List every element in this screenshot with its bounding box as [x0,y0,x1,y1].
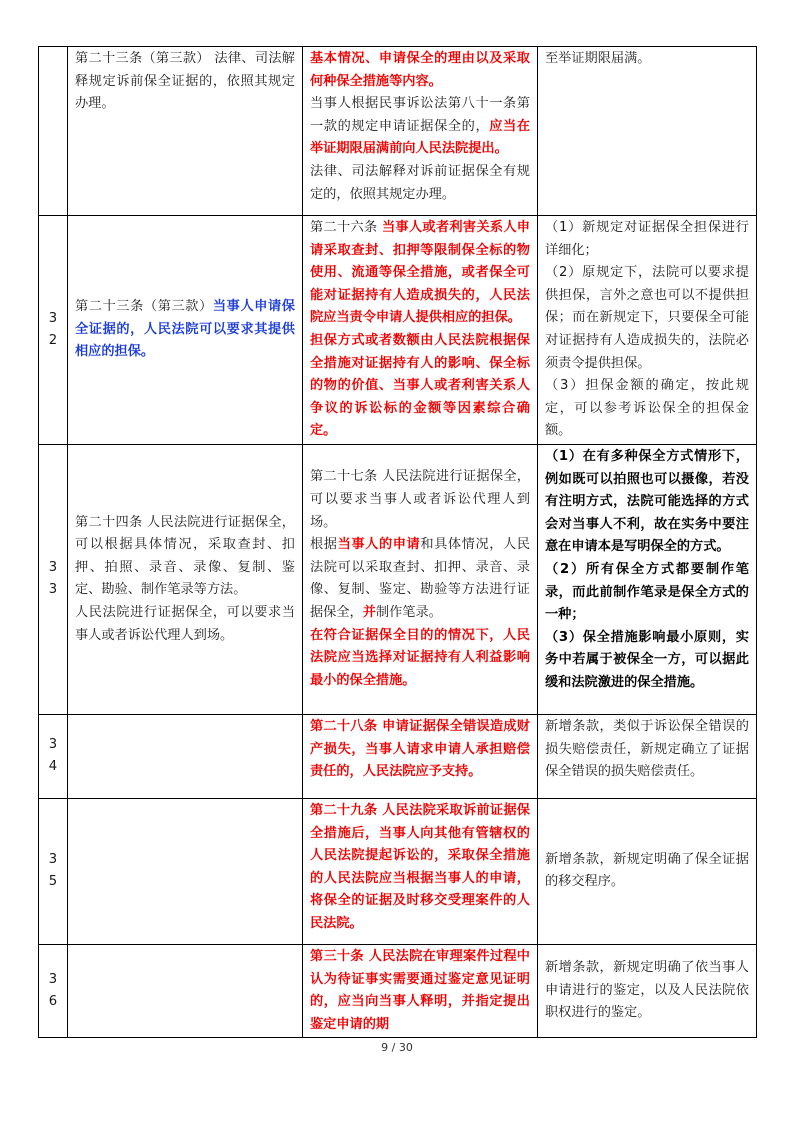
commentary: （1）新规定对证据保全担保进行详细化； （2）原规定下，法院可以要求提供担保，言外之意也可以不提供担保；而在新规定下，只要保全可能对证据持有人造成损失的，法院必须责令提供担保。 （3）担保金额的确定，按此规定，可以参考诉讼保全的担保金额。 [538,216,757,445]
table-row [39,944,757,1037]
commentary: 新增条款，新规定明确了依当事人申请进行的鉴定，以及人民法院依职权进行的鉴定。 [538,944,757,1037]
old-provision [68,798,303,944]
row-number: 33 [39,444,68,714]
row-number: 35 [39,798,68,944]
new-provision: 第二十八条 申请证据保全错误造成财产损失，当事人请求申请人承担赔偿责任的，人民法院应予支持。 [303,714,538,798]
old-provision [68,944,303,1037]
table-row [39,714,757,798]
new-provision: 第二十九条 人民法院采取诉前证据保全措施后，当事人向其他有管辖权的人民法院提起诉讼的，采取保全措施的人民法院应当根据当事人的申请，将保全的证据及时移交受理案件的人民法院。 [303,798,538,944]
row-number [39,47,68,216]
old-provision: 第二十三条（第三款） 法律、司法解释规定诉前保全证据的，依照其规定办理。 [68,47,303,216]
new-provision: 第二十六条 当事人或者利害关系人申请采取查封、扣押等限制保全标的物使用、流通等保全措施，或者保全可能对证据持有人造成损失的，人民法院应当责令申请人提供相应的担保。 担保方式或者数额由人民法院根据保全措施对证据持有人的影响、保全标的物的价值、当事人或者利害关系人争议的诉讼标的金额等因素综合确定。 [303,216,538,445]
page-number: 9 / 30 [381,1041,413,1054]
table-row [39,798,757,944]
table-row [39,216,757,445]
new-provision: 第三十条 人民法院在审理案件过程中认为待证事实需要通过鉴定意见证明的，应当向当事人释明，并指定提出鉴定申请的期 [303,944,538,1037]
new-provision: 第二十七条 人民法院进行证据保全，可以要求当事人或者诉讼代理人到场。 根据当事人的申请和具体情况，人民法院可以采取查封、扣押、录音、录像、复制、鉴定、勘验等方法进行证据保全，并制作笔录。 在符合证据保全目的的情况下，人民法院应当选择对证据持有人利益影响最小的保全措施。 [303,444,538,714]
row-number: 32 [39,216,68,445]
table-row [39,47,757,216]
commentary: （1）在有多种保全方式情形下，例如既可以拍照也可以摄像，若没有注明方式，法院可能选择的方式会对当事人不利，故在实务中要注意在申请本是写明保全的方式。 （2）所有保全方式都要制作笔录，而此前制作笔录是保全方式的一种； （3）保全措施影响最小原则，实务中若属于被保全一方，可以据此缓和法院激进的保全措施。 [538,444,757,714]
old-provision: 第二十四条 人民法院进行证据保全，可以根据具体情况，采取查封、扣押、拍照、录音、录像、复制、鉴定、勘验、制作笔录等方法。 人民法院进行证据保全，可以要求当事人或者诉讼代理人到场。 [68,444,303,714]
row-number: 34 [39,714,68,798]
commentary: 新增条款，类似于诉讼保全错误的损失赔偿责任，新规定确立了证据保全错误的损失赔偿责任。 [538,714,757,798]
commentary: 至举证期限届满。 [538,47,757,216]
new-provision: 基本情况、申请保全的理由以及采取何种保全措施等内容。 当事人根据民事诉讼法第八十一条第一款的规定申请证据保全的，应当在举证期限届满前向人民法院提出。 法律、司法解释对诉前证据保全有规定的，依照其规定办理。 [303,47,538,216]
table-row [39,444,757,714]
commentary: 新增条款，新规定明确了保全证据的移交程序。 [538,798,757,944]
old-provision: 第二十三条（第三款）当事人申请保全证据的，人民法院可以要求其提供相应的担保。 [68,216,303,445]
comparison-table [38,46,757,1038]
old-provision [68,714,303,798]
row-number: 36 [39,944,68,1037]
